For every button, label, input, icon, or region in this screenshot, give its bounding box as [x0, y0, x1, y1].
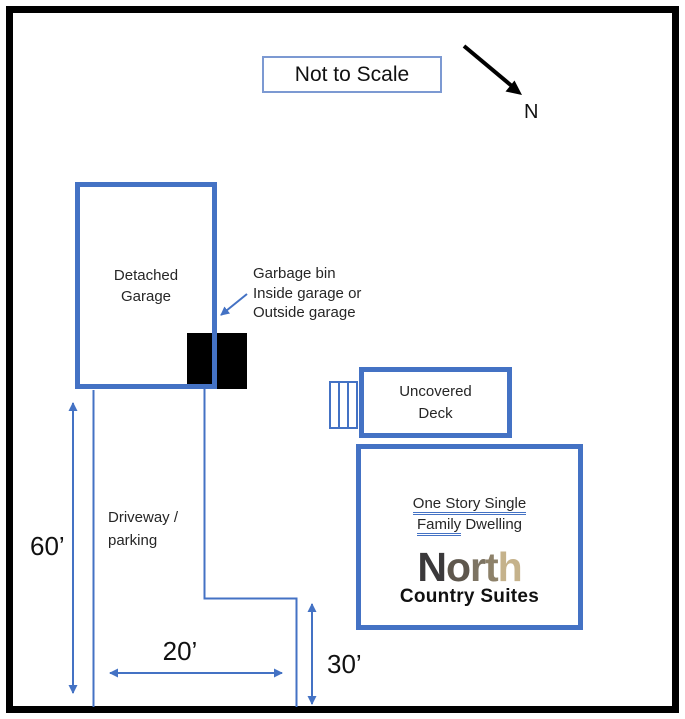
garage-label-line2: Garage	[120, 287, 172, 305]
dimension-20ft-label: 20’	[162, 636, 198, 666]
driveway-label	[108, 506, 178, 552]
uncovered-deck	[359, 367, 512, 438]
detached-garage	[75, 182, 217, 389]
logo-subtitle: Country Suites	[399, 586, 540, 607]
garbage-note-line2: Inside garage or	[253, 284, 362, 302]
garbage-note-line3: Outside garage	[253, 304, 356, 321]
deck-label-line2: Deck	[418, 404, 453, 422]
driveway-label-line2: parking	[108, 532, 158, 549]
north-country-suites-logo	[361, 544, 578, 607]
garbage-bin-note	[253, 264, 361, 323]
dimension-30ft-label: 30’	[327, 649, 362, 679]
garbage-note-line1: Garbage bin	[253, 265, 336, 282]
garage-label-line1: Detached	[113, 266, 179, 284]
single-family-dwelling	[356, 444, 583, 630]
dwelling-label-line1: One Story Single	[361, 493, 578, 514]
driveway-label-line1: Driveway /	[108, 509, 179, 526]
dwelling-label-line2: Family Dwelling	[361, 514, 578, 535]
north-label: N	[524, 101, 539, 123]
deck-label-line1: Uncovered	[399, 382, 472, 400]
garage-label	[114, 265, 178, 307]
logo-wordmark: North	[417, 544, 522, 590]
deck-label	[399, 381, 472, 425]
not-to-scale-label: Not to Scale	[294, 62, 410, 86]
dimension-60ft-label: 60’	[30, 531, 65, 561]
not-to-scale-box	[262, 56, 442, 93]
dwelling-label	[361, 493, 578, 535]
